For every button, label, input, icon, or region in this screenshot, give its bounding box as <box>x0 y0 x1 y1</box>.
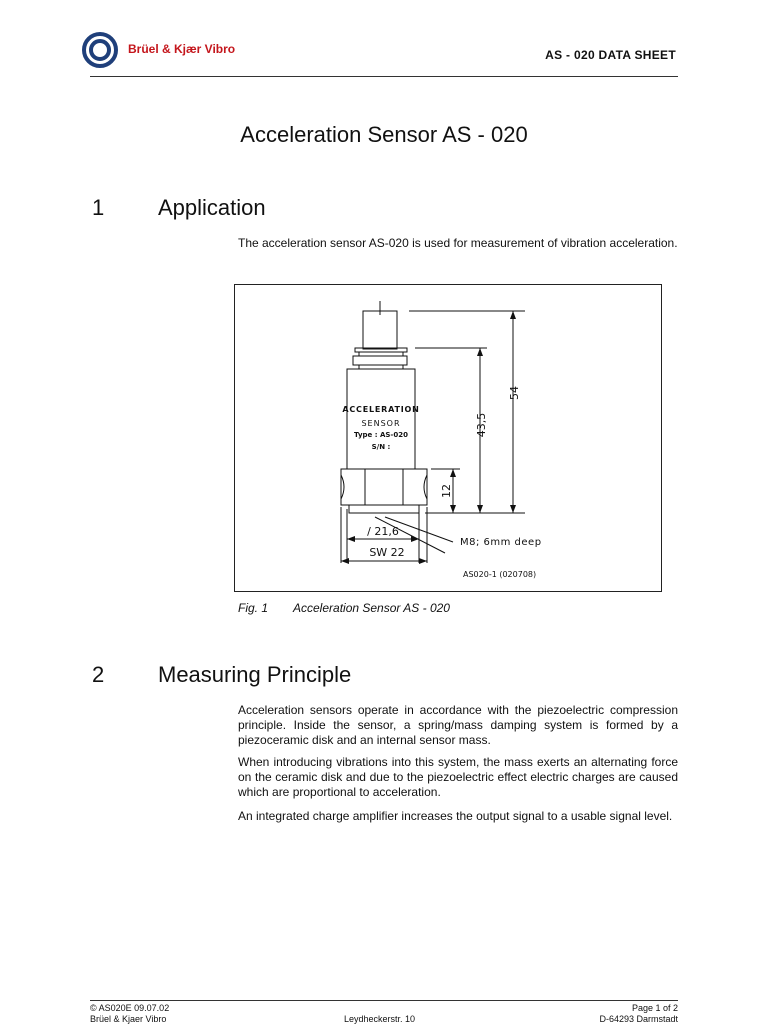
section-2-number: 2 <box>92 662 105 687</box>
dimension-wrench-size: SW 22 <box>369 546 405 559</box>
section-1-paragraph: The acceleration sensor AS-020 is used for measurement of vibration acceleration. <box>238 236 678 250</box>
header-divider <box>90 76 678 77</box>
sensor-label-line1: ACCELERATION <box>342 405 420 414</box>
sensor-label-line4: S/N : <box>371 443 391 451</box>
footer-copyright: © AS020E 09.07.02 <box>90 1003 170 1013</box>
dimension-54: 54 <box>508 386 521 400</box>
sensor-drawing <box>235 285 661 591</box>
sensor-label-line3: Type : AS-020 <box>354 431 408 439</box>
drawing-id: AS020-1 (020708) <box>463 570 537 579</box>
section-2-paragraph-1: Acceleration sensors operate in accordance with the piezoelectric compression principle. Inside the sensor, a spring/mass damping system is formed by a piezoceramic disk and an internal sensor mass. <box>238 703 678 747</box>
page-title: Acceleration Sensor AS - 020 <box>240 122 528 147</box>
section-1-number: 1 <box>92 195 105 220</box>
figure-caption-number: Fig. 1 <box>238 601 269 615</box>
sensor-label-line2: SENSOR <box>361 419 401 428</box>
footer-divider <box>90 1000 678 1001</box>
dimension-12: 12 <box>440 484 453 498</box>
dimension-diameter: / 21,6 <box>367 525 399 538</box>
figure-caption-text: Acceleration Sensor AS - 020 <box>293 601 450 615</box>
brand-logo <box>82 32 118 68</box>
section-1-heading: Application <box>158 195 266 220</box>
figure-caption <box>238 601 450 615</box>
document-code: AS - 020 DATA SHEET <box>545 48 676 62</box>
section-2-heading: Measuring Principle <box>158 662 352 687</box>
footer-company: Brüel & Kjaer Vibro <box>90 1014 167 1024</box>
section-2-paragraph-3: An integrated charge amplifier increases the output signal to a usable signal level. <box>238 809 673 823</box>
section-2-paragraph-2: When introducing vibrations into this system, the mass exerts an alternating force on the ceramic disk and due to the piezoelectric effect electric charges are caused which are proportional to acceleration. <box>238 755 678 799</box>
brand-name: Brüel & Kjær Vibro <box>128 42 236 56</box>
thread-note: M8; 6mm deep <box>460 537 542 548</box>
footer-page-number: Page 1 of 2 <box>631 1003 678 1013</box>
figure-frame <box>234 284 662 592</box>
footer-street: Leydheckerstr. 10 <box>344 1014 416 1024</box>
footer-city: D-64293 Darmstadt <box>599 1014 678 1024</box>
dimension-43-5: 43,5 <box>475 412 488 438</box>
